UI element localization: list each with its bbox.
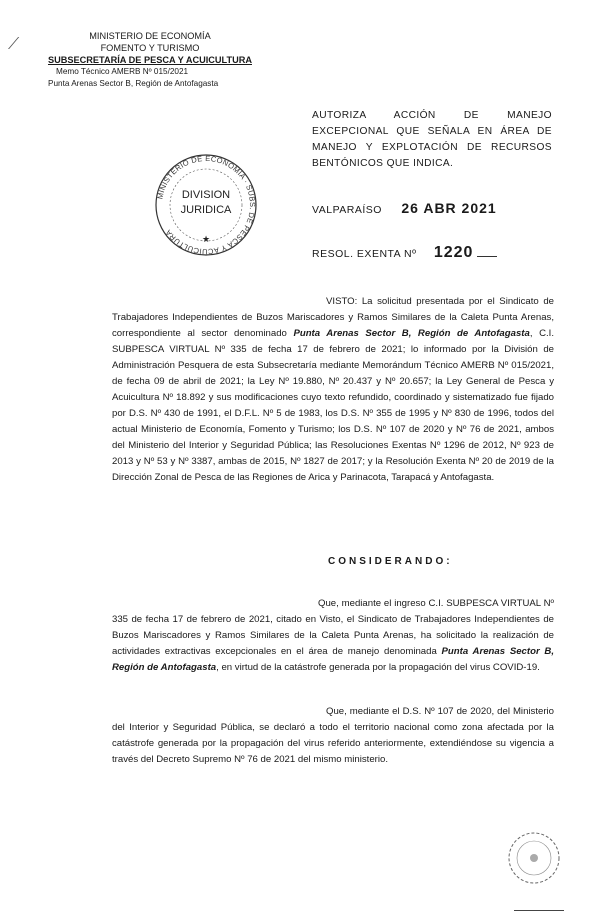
place-date-line (312, 200, 572, 216)
visto-text-1: VISTO: La solicitud presentada por el Sindicato de Trabajadores Independientes de Buzos Mariscadores y Ramos Similares de la Caleta Punta Arenas, correspondiente al sector denominado (112, 296, 554, 339)
letterhead (40, 30, 260, 90)
considerando-paragraph-2: Que, mediante el D.S. Nº 107 de 2020, del Ministerio del Interior y Seguridad Pública, se declaró a todo el territorio nacional como zona afectada por la catástrofe generada por la propagación del virus referido anteriormente, extendiéndose su vigencia a través del Decreto Supremo Nº 76 de 2021 del mismo ministerio. (112, 706, 554, 765)
stamp-star-icon: ★ (201, 235, 211, 245)
visto-sector-name: Punta Arenas Sector B, Región de Antofagasta (293, 328, 530, 339)
subsecretaria-name: SUBSECRETARÍA DE PESCA Y ACUICULTURA (47, 55, 252, 65)
division-juridica-stamp (148, 150, 264, 260)
number-underline (477, 256, 497, 257)
stamp-ring-text: MINISTERIO DE ECONOMÍA · SUBS. DE PESCA Y ACUICULTURA (155, 153, 258, 257)
visto-paragraph (112, 294, 554, 486)
place-label: VALPARAÍSO (312, 204, 382, 216)
considerando-1-text-b: , en virtud de la catástrofe generada por la propagación del virus COVID-19. (216, 662, 540, 673)
stamp-line-1: DIVISION (181, 189, 231, 201)
considerando-1-text-a: Que, mediante el ingreso C.I. SUBPESCA VIRTUAL Nº 335 de fecha 17 de febrero de 2021, citado en Visto, el Sindicato de Trabajadores Independientes de Buzos Mariscadores y Ramos Similares de la Caleta Punta Arenas, ha solicitado la realización de actividades extractivas excepcionales en el área de manejo denominada (112, 598, 554, 657)
sector-ref: Punta Arenas Sector B, Región de Antofagasta (48, 79, 219, 88)
considerando-1-sector-name: Punta Arenas Sector B, Región de Antofagasta (112, 646, 555, 673)
ministry-name: MINISTERIO DE ECONOMÍA (89, 31, 211, 41)
resolution-label: RESOL. EXENTA Nº (312, 248, 417, 260)
considerando-heading: CONSIDERANDO: (328, 556, 453, 567)
resolution-number-line (312, 244, 572, 262)
considerando-paragraph-1 (112, 596, 554, 676)
footer-initials (514, 898, 564, 911)
ministry-name-2: FOMENTO Y TURISMO (100, 43, 200, 53)
margin-mark: ⟋ (8, 36, 20, 53)
resolution-number: 1220 (433, 244, 474, 261)
footer-seal (506, 830, 562, 886)
resolution-title: AUTORIZA ACCIÓN DE MANEJO EXCEPCIONAL QUE SEÑALA EN ÁREA DE MANEJO Y EXPLOTACIÓN DE RECURSOS BENTÓNICOS QUE INDICA. (312, 110, 552, 169)
stamp-line-2: JURIDICA (180, 204, 232, 216)
resolution-date: 26 ABR 2021 (401, 200, 497, 216)
memo-ref: Memo Técnico AMERB Nº 015/2021 (56, 67, 189, 76)
visto-text-2: , C.I. SUBPESCA VIRTUAL Nº 335 de fecha 17 de febrero de 2021; lo informado por la División de Administración Pesquera de esta Subsecretaría mediante Memorándum Técnico AMERB Nº 015/2021, de fecha 09 de abril de 2021; la Ley Nº 19.880, Nº 20.437 y Nº 20.657; la Ley General de Pesca y Acuicultura Nº 18.892 y sus modificaciones cuyo texto refundido, coordinado y sistematizado fue fijado por D.S. Nº 430 de 1991, el D.F.L. Nº 5 de 1983, los D.S. Nº 355 de 1995 y Nº 830 de 1996, todos del actual Ministerio de Economía, Fomento y Turismo; los D.S. Nº 107 de 2020 y Nº 76 de 2021, ambos del Ministerio del Interior y Seguridad Pública; las Resoluciones Exentas Nº 1296 de 2012, Nº 923 de 2013 y Nº 53 y Nº 3387, ambas de 2015, Nº 1827 de 2017; y la Resolución Exenta Nº 20 de 2019 de la Dirección Zonal de Pesca de las Regiones de Arica y Parinacota, Tarapacá y Antofagasta. (112, 328, 554, 483)
